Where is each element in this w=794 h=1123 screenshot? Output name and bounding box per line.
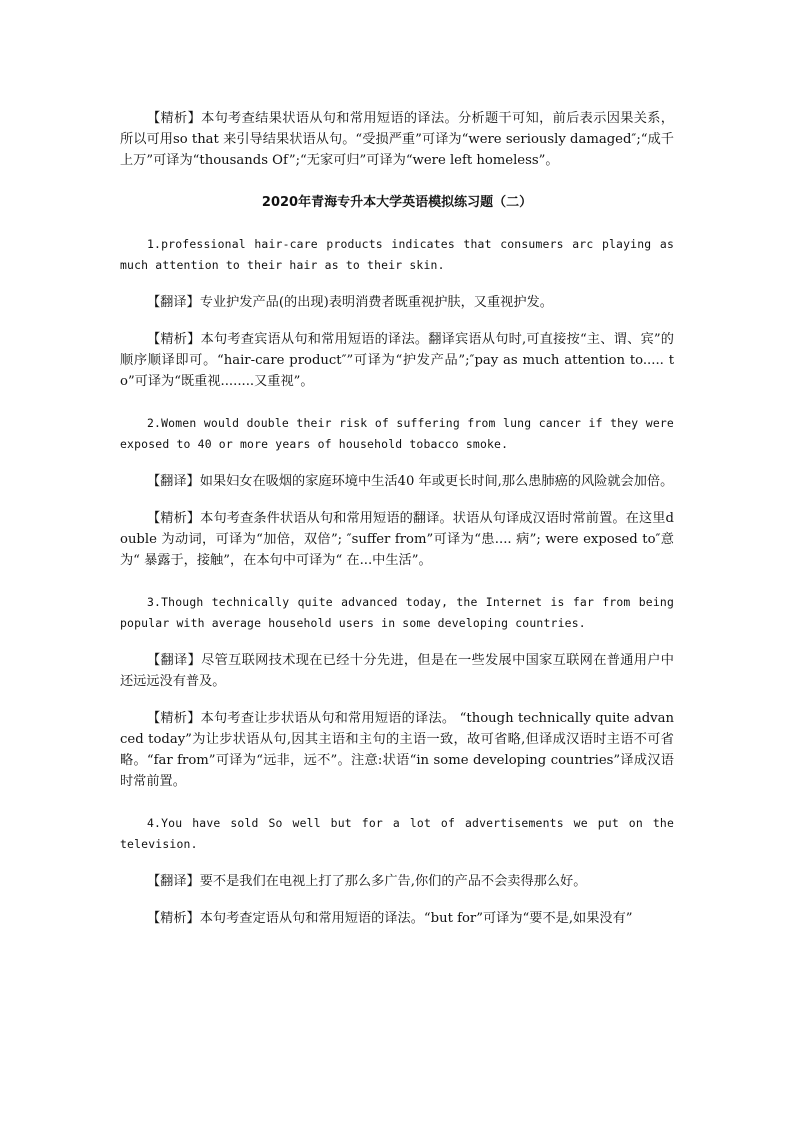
analysis-1: 【精析】本句考查宾语从句和常用短语的译法。翻译宾语从句时,可直接按“主、谓、宾”的顺序顺译即可。“hair-care product″”可译为“护发产品”;″pay as much attention to..... to”可译为“既重视........又重视”。	[120, 332, 674, 389]
analysis-paragraph: 【精析】本句考查结果状语从句和常用短语的译法。分析题干可知，前后表示因果关系，所以可用so that 来引导结果状语从句。“受损严重”可译为“were seriously damaged″;“成千上万”可译为“thousands Of”;“无家可归”可译为“were left homeless”。	[120, 111, 674, 168]
analysis-3: 【精析】本句考查让步状语从句和常用短语的译法。 “though technically quite advanced today”为让步状语从句,因其主语和主句的主语一致，故可省略,但译成汉语时主语不可省略。“far from”可译为“远非，远不”。注意:状语“in some developing countries”译成汉语时常前置。	[120, 711, 674, 789]
analysis-2: 【精析】本句考查条件状语从句和常用短语的翻译。状语从句译成汉语时常前置。在这里double 为动词，可译为“加倍，双倍”; ″suffer from”可译为“患.... 病”; were exposed to″意为“ 暴露于，接触”，在本句中可译为“ 在...中生活”。	[120, 511, 674, 568]
analysis-4: 【精析】本句考查定语从句和常用短语的译法。“but for”可译为“要不是,如果没有”	[147, 911, 633, 926]
translation-3: 【翻译】尽管互联网技术现在已经十分先进，但是在一些发展中国家互联网在普通用户中还远远没有普及。	[120, 653, 674, 689]
question-2: 2.Women would double their risk of suffering from lung cancer if they were exposed to 40 or more years of household tobacco smoke.	[120, 416, 674, 451]
translation-4: 【翻译】要不是我们在电视上打了那么多广告,你们的产品不会卖得那么好。	[147, 874, 587, 889]
translation-1: 【翻译】专业护发产品(的出现)表明消费者既重视护肤，又重视护发。	[147, 295, 553, 310]
document-page	[120, 108, 674, 929]
translation-2: 【翻译】如果妇女在吸烟的家庭环境中生活40 年或更长时间,那么患肺癌的风险就会加倍。	[147, 474, 674, 489]
question-1: 1.professional hair-care products indicates that consumers arc playing as much attention to their hair as to their skin.	[120, 237, 674, 272]
question-3: 3.Though technically quite advanced today, the Internet is far from being popular with average household users in some developing countries.	[120, 595, 674, 630]
section-title: 2020年青海专升本大学英语模拟练习题（二）	[261, 195, 533, 210]
question-4: 4.You have sold So well but for a lot of advertisements we put on the television.	[120, 816, 674, 851]
